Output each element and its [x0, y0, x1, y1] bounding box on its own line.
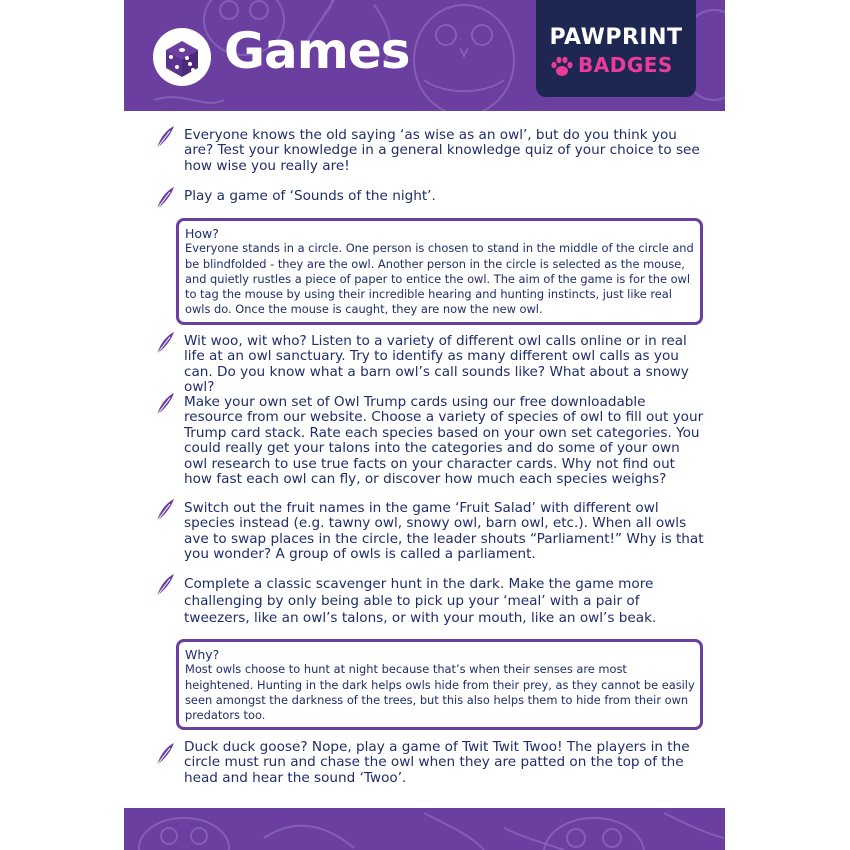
owl-pattern-decoration	[124, 808, 725, 850]
logo-text-bottom: BADGES	[578, 53, 673, 77]
paw-icon	[550, 56, 574, 78]
feather-icon	[154, 741, 176, 767]
box-text: Most owls choose to hunt at night because that’s when their senses are most heightened. Hunting in the dark helps owls hide from their prey, as they cannot be easily seen amongst the darkness of the trees, but this also helps them to hide from their own predators too.	[185, 662, 695, 723]
feather-icon	[154, 391, 176, 417]
list-item: Switch out the fruit names in the game ‘Fruit Salad’ with different owl species instead (e.g. tawny owl, snowy owl, barn owl, etc.). When all owls ave to swap places in the circle, the leader shouts “Parliament!” Why is that you wonder? A group of owls is called a parliament.	[184, 500, 704, 563]
list-item: Play a game of ‘Sounds of the night’.	[184, 188, 436, 204]
feather-icon	[154, 497, 176, 523]
pawprint-badges-logo	[536, 0, 696, 97]
list-item: Make your own set of Owl Trump cards using our free downloadable resource from our website. Choose a variety of species of owl to fill out your Trump card stack. Rate each species based on your own set categories. You could really get your talons into the categories and do some of your own owl research to use true facts on your character cards. Why not find out how fast each owl can fly, or discover how much each species weighs?	[184, 394, 704, 488]
dice-badge	[153, 28, 211, 86]
page-title: Games	[224, 22, 410, 80]
feather-icon	[154, 572, 176, 598]
list-item: Everyone knows the old saying ‘as wise as an owl’, but do you think you are? Test your knowledge in a general knowledge quiz of your choice to see how wise you really are!	[184, 127, 700, 174]
dice-icon	[153, 28, 211, 86]
feather-icon	[154, 330, 176, 356]
box-heading: Why?	[185, 647, 220, 662]
activity-sheet	[124, 0, 725, 850]
how-info-box	[176, 218, 703, 325]
box-heading: How?	[185, 226, 219, 241]
list-item: Complete a classic scavenger hunt in the dark. Make the game more challenging by only being able to pick up your ‘meal’ with a pair of tweezers, like an owl’s talons, or with your mouth, like an owl’s beak.	[184, 576, 657, 627]
box-text: Everyone stands in a circle. One person is chosen to stand in the middle of the circle and be blindfolded - they are the owl. Another person in the circle is selected as the mouse, and quietly rustles a piece of paper to entice the owl. The aim of the game is for the owl to tag the mouse by using their incredible hearing and hunting instincts, just like real owls do. Once the mouse is caught, they are now the new owl.	[185, 241, 694, 317]
list-item: Wit woo, wit who? Listen to a variety of different owl calls online or in real life at an owl sanctuary. Try to identify as many different owl calls as you can. Do you know what a barn owl’s call sounds like? What about a snowy owl?	[184, 333, 689, 396]
logo-text-top: PAWPRINT	[549, 25, 683, 50]
feather-icon	[154, 185, 176, 211]
why-info-box	[176, 639, 703, 730]
header-banner	[124, 0, 725, 111]
list-item: Duck duck goose? Nope, play a game of Twit Twit Twoo! The players in the circle must run and chase the owl when they are patted on the top of the head and hear the sound ‘Twoo’.	[184, 739, 690, 786]
feather-icon	[154, 124, 176, 150]
footer-banner	[124, 808, 725, 850]
